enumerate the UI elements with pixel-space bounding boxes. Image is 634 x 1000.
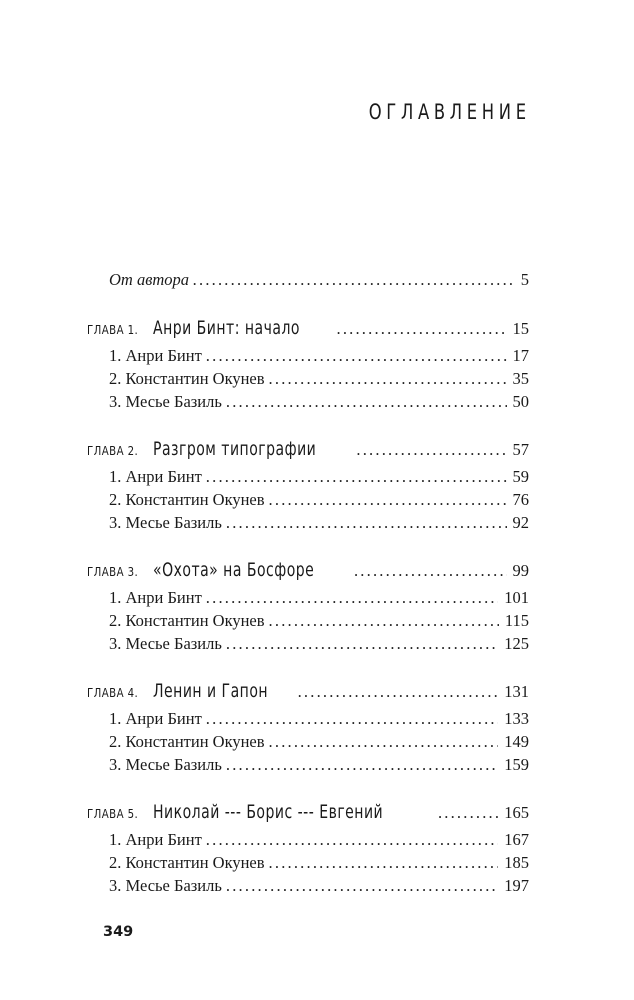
toc-entry-chapter[interactable]	[87, 799, 529, 828]
section-label: 3. Месье Базиль	[109, 876, 222, 895]
section-label: 2. Константин Окунев	[109, 490, 265, 509]
chapter-heading	[87, 557, 350, 586]
chapter-heading	[87, 436, 352, 465]
dot-leader	[269, 367, 507, 390]
toc-entry-section[interactable]	[109, 851, 529, 874]
chapter-title: Николай --- Борис --- Евгений	[153, 801, 384, 823]
dot-leader	[206, 344, 507, 367]
section-label: 1. Анри Бинт	[109, 830, 202, 849]
toc-entry-section[interactable]	[109, 586, 529, 609]
toc-page-number: 125	[504, 634, 529, 653]
dot-leader	[337, 315, 507, 342]
toc-entry-section[interactable]	[109, 632, 529, 655]
chapter-title: Разгром типографии	[153, 438, 317, 460]
dot-leader	[226, 511, 507, 534]
dot-leader	[298, 678, 499, 705]
toc-page-number: 5	[520, 270, 529, 289]
toc-entry-section[interactable]	[109, 753, 529, 776]
chapter-title: «Охота» на Босфоре	[153, 559, 315, 581]
toc-page-number: 101	[504, 588, 529, 607]
section-label: 3. Месье Базиль	[109, 392, 222, 411]
chapter-title: Ленин и Гапон	[153, 680, 269, 702]
toc-page-number: 165	[504, 803, 529, 822]
toc-entry-chapter[interactable]	[87, 315, 529, 344]
section-label: 1. Анри Бинт	[109, 467, 202, 486]
toc-entry-section[interactable]	[109, 609, 529, 632]
chapter-block	[87, 557, 529, 655]
chapter-heading	[87, 315, 333, 344]
section-label: 1. Анри Бинт	[109, 346, 202, 365]
section-label: 3. Месье Базиль	[109, 634, 222, 653]
toc-page-number: 185	[504, 853, 529, 872]
dot-leader	[269, 609, 499, 632]
toc-page-number: 15	[512, 319, 529, 338]
chapter-prefix: ГЛАВА 4.	[87, 686, 139, 700]
toc-page-number: 131	[504, 682, 529, 701]
section-label: 1. Анри Бинт	[109, 588, 202, 607]
toc-page-number: 35	[512, 369, 529, 388]
toc-entry-section[interactable]	[109, 465, 529, 488]
toc-entry-section[interactable]	[109, 730, 529, 753]
chapter-block	[87, 678, 529, 776]
section-label: 3. Месье Базиль	[109, 755, 222, 774]
section-label: 3. Месье Базиль	[109, 513, 222, 532]
chapter-prefix: ГЛАВА 2.	[87, 444, 139, 458]
toc-entry-section[interactable]	[109, 344, 529, 367]
section-label: 2. Константин Окунев	[109, 732, 265, 751]
dot-leader	[269, 730, 499, 753]
toc-entry-section[interactable]	[109, 707, 529, 730]
toc-page-number: 159	[504, 755, 529, 774]
page-number: 349	[103, 924, 134, 940]
toc-entry-section[interactable]	[109, 511, 529, 534]
toc-entry-chapter[interactable]	[87, 436, 529, 465]
dot-leader	[438, 799, 498, 826]
dot-leader	[193, 268, 515, 291]
toc-page-number: 115	[504, 611, 529, 630]
toc-page-number: 92	[512, 513, 529, 532]
chapter-list	[87, 315, 529, 897]
table-of-contents	[87, 268, 529, 920]
dot-leader	[206, 586, 498, 609]
section-label: 2. Константин Окунев	[109, 853, 265, 872]
toc-page-number: 149	[504, 732, 529, 751]
dot-leader	[269, 851, 499, 874]
dot-leader	[226, 874, 498, 897]
toc-page-number: 57	[512, 440, 529, 459]
toc-entry-section[interactable]	[109, 874, 529, 897]
dot-leader	[206, 707, 498, 730]
chapter-heading	[87, 678, 294, 707]
toc-page-number: 76	[512, 490, 529, 509]
dot-leader	[206, 465, 507, 488]
page-title: ОГЛАВЛЕНИЕ	[368, 100, 531, 124]
section-label: 2. Константин Окунев	[109, 611, 265, 630]
toc-page-number: 197	[504, 876, 529, 895]
dot-leader	[226, 390, 507, 413]
chapter-prefix: ГЛАВА 3.	[87, 565, 139, 579]
chapter-title: Анри Бинт: начало	[153, 317, 301, 339]
chapter-prefix: ГЛАВА 1.	[87, 323, 139, 337]
dot-leader	[356, 436, 506, 463]
dot-leader	[354, 557, 507, 584]
toc-page-number: 99	[512, 561, 529, 580]
toc-entry-chapter[interactable]	[87, 557, 529, 586]
dot-leader	[206, 828, 498, 851]
dot-leader	[269, 488, 507, 511]
dot-leader	[226, 753, 498, 776]
dot-leader	[226, 632, 498, 655]
toc-page-number: 50	[512, 392, 529, 411]
toc-entry-section[interactable]	[109, 390, 529, 413]
toc-entry-author[interactable]	[109, 268, 529, 291]
toc-entry-section[interactable]	[109, 367, 529, 390]
toc-page-number: 17	[512, 346, 529, 365]
section-label: 1. Анри Бинт	[109, 709, 202, 728]
toc-entry-section[interactable]	[109, 488, 529, 511]
toc-entry-chapter[interactable]	[87, 678, 529, 707]
chapter-block	[87, 436, 529, 534]
toc-entry-section[interactable]	[109, 828, 529, 851]
toc-entry-label: От автора	[109, 270, 190, 289]
chapter-prefix: ГЛАВА 5.	[87, 807, 139, 821]
toc-page-number: 133	[504, 709, 529, 728]
toc-page-number: 167	[504, 830, 529, 849]
section-label: 2. Константин Окунев	[109, 369, 265, 388]
toc-page-number: 59	[512, 467, 529, 486]
chapter-heading	[87, 799, 434, 828]
chapter-block	[87, 315, 529, 413]
chapter-block	[87, 799, 529, 897]
